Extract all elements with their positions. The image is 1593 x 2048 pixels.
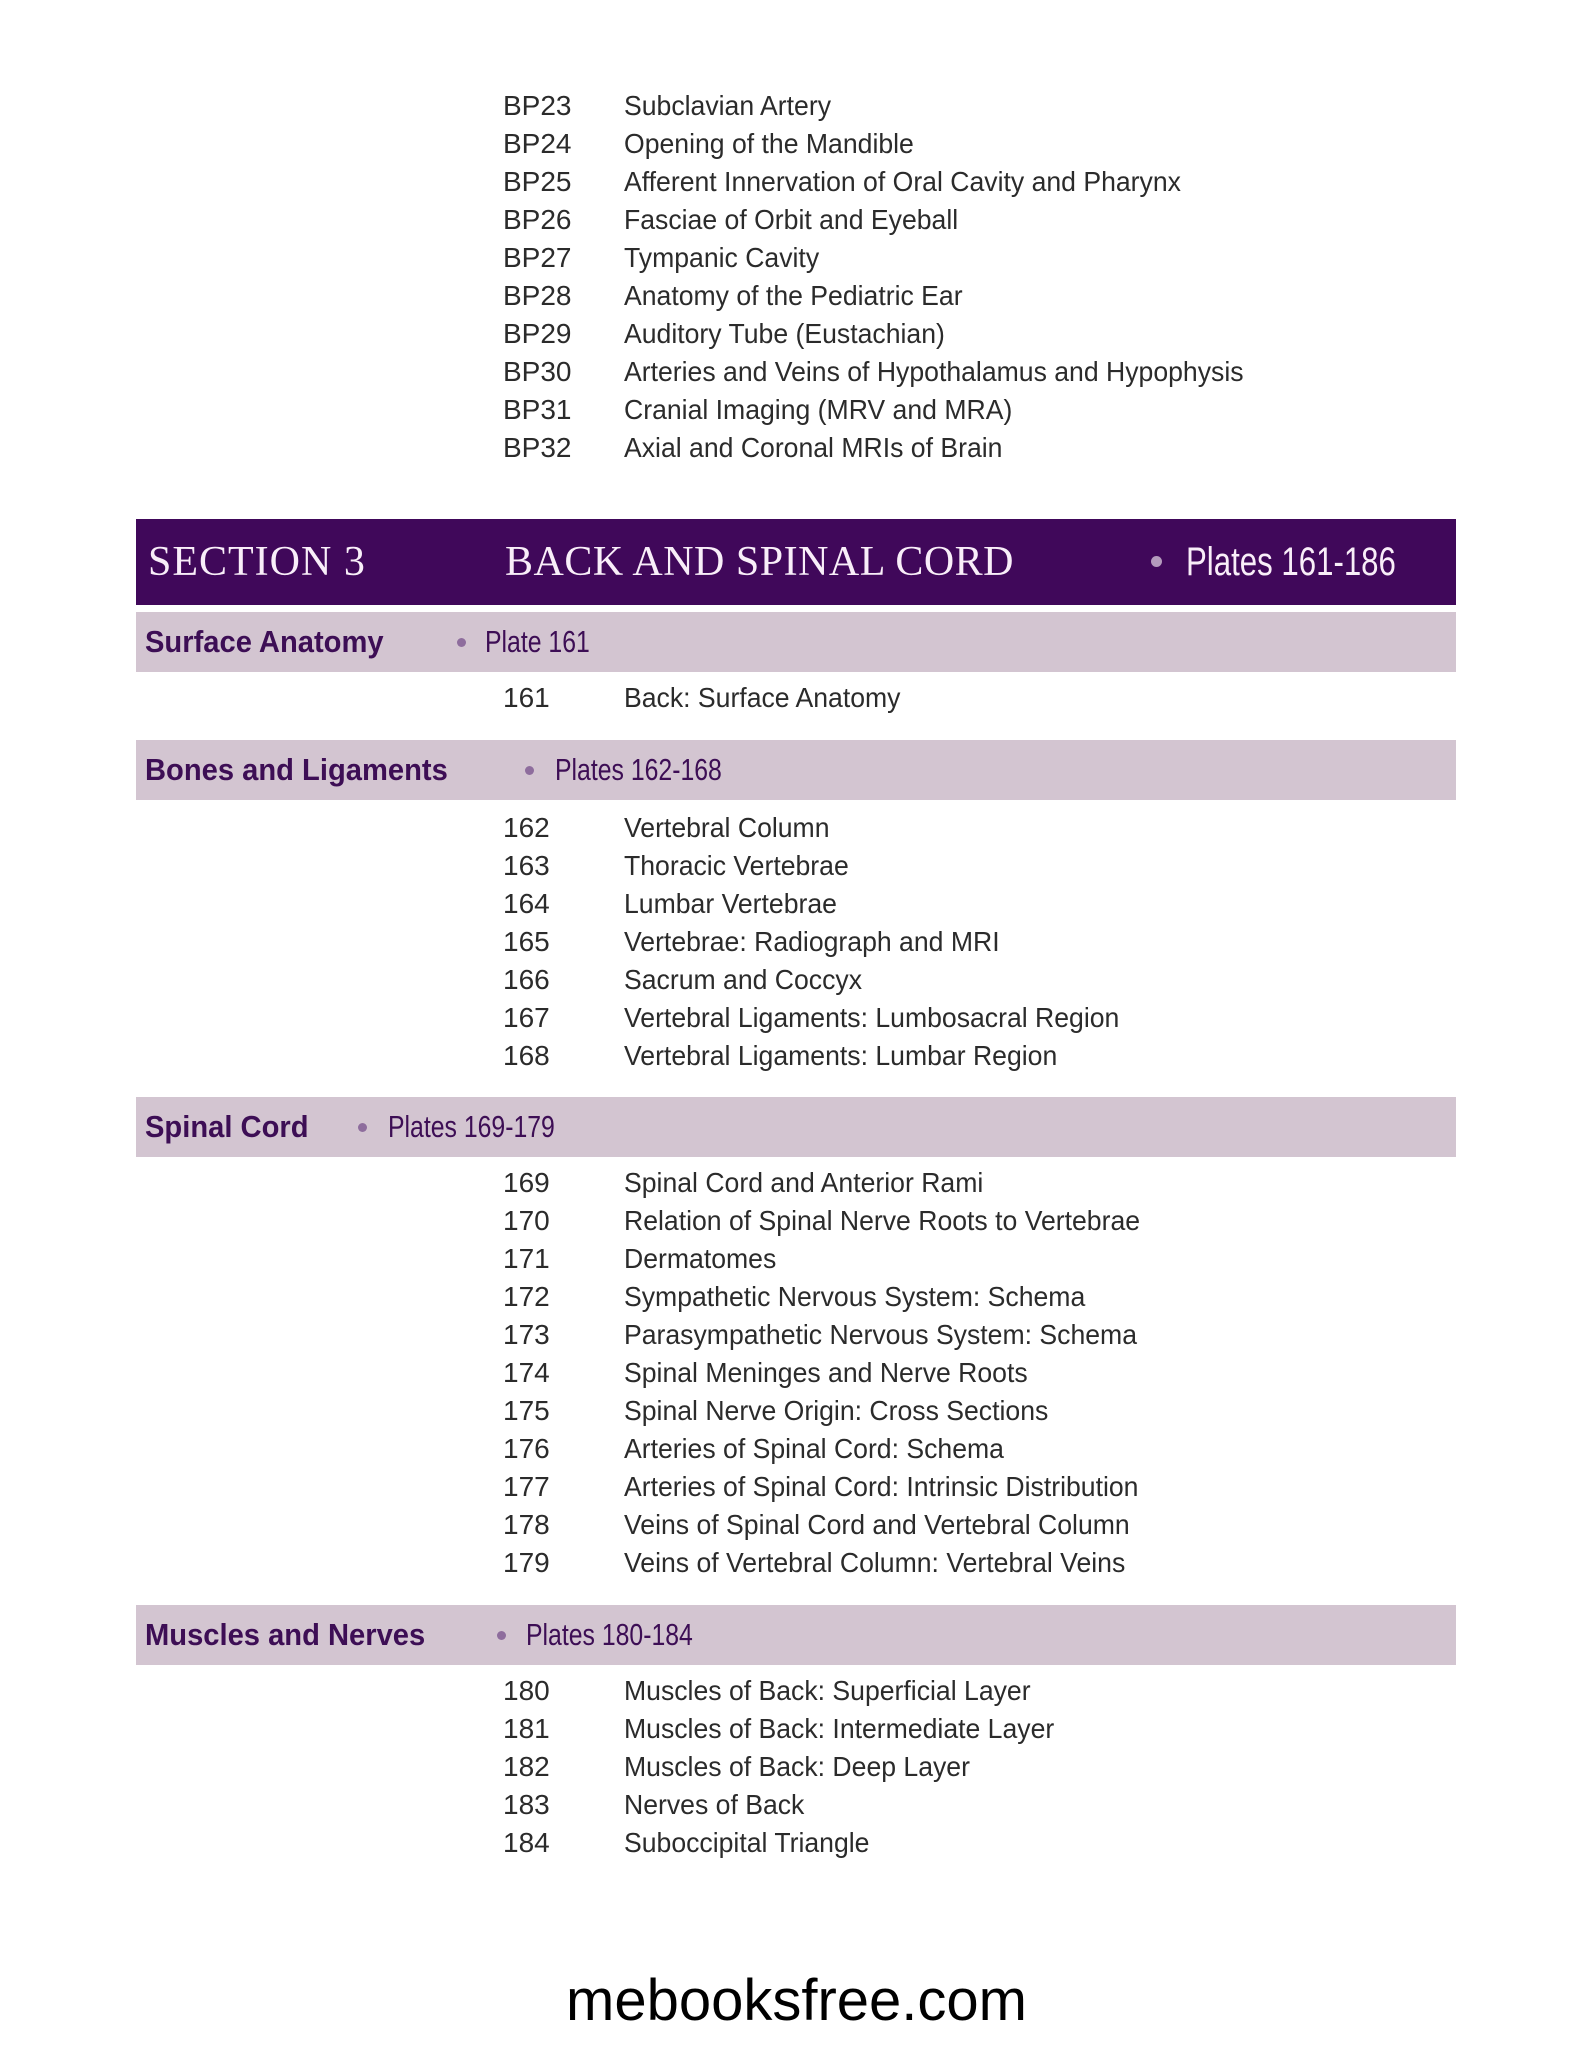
subsection-title: Spinal Cord	[145, 1109, 309, 1144]
plate-title: Veins of Vertebral Column: Vertebral Veins	[624, 1547, 1126, 1578]
toc-entry[interactable]	[0, 1316, 1593, 1354]
plate-number: 182	[503, 1751, 550, 1782]
subsection-title: Muscles and Nerves	[145, 1617, 426, 1652]
toc-entry[interactable]	[0, 923, 1593, 961]
plate-title: Muscles of Back: Intermediate Layer	[624, 1713, 1055, 1744]
toc-entry[interactable]	[0, 315, 1593, 353]
plate-title: Tympanic Cavity	[624, 242, 820, 273]
plate-number: 166	[503, 964, 550, 995]
plate-title: Auditory Tube (Eustachian)	[624, 318, 945, 349]
toc-entry[interactable]	[0, 1544, 1593, 1582]
toc-entry[interactable]	[0, 201, 1593, 239]
plate-number: 183	[503, 1789, 550, 1820]
plate-number: 173	[503, 1319, 550, 1350]
plate-title: Anatomy of the Pediatric Ear	[624, 280, 963, 311]
subsection-title: Bones and Ligaments	[145, 752, 448, 787]
subsection-plates-range: Plate 161	[485, 624, 590, 659]
toc-entry[interactable]	[0, 1824, 1593, 1862]
plate-title: Sacrum and Coccyx	[624, 964, 863, 995]
subsection-plates-range: Plates 180-184	[526, 1617, 693, 1652]
plate-title: Vertebral Ligaments: Lumbar Region	[624, 1040, 1058, 1071]
toc-entry[interactable]	[0, 163, 1593, 201]
plate-title: Lumbar Vertebrae	[624, 888, 837, 919]
bones-and-ligaments-entries	[0, 809, 1593, 1075]
plate-number: 168	[503, 1040, 550, 1071]
plate-number: 167	[503, 1002, 550, 1033]
plate-title: Afferent Innervation of Oral Cavity and Pharynx	[624, 166, 1181, 197]
plate-number: 170	[503, 1205, 550, 1236]
section-plates-range: Plates 161-186	[1186, 540, 1396, 584]
plate-title: Suboccipital Triangle	[624, 1827, 870, 1858]
plate-number: 171	[503, 1243, 550, 1274]
plate-number: 181	[503, 1713, 550, 1744]
plate-title: Spinal Nerve Origin: Cross Sections	[624, 1395, 1049, 1426]
plate-title: Dermatomes	[624, 1243, 777, 1274]
toc-entry[interactable]	[0, 1354, 1593, 1392]
plate-title: Arteries and Veins of Hypothalamus and Hypophysis	[624, 356, 1244, 387]
plate-number: 180	[503, 1675, 550, 1706]
toc-entry[interactable]	[0, 239, 1593, 277]
toc-entry[interactable]	[0, 1710, 1593, 1748]
plate-title: Spinal Meninges and Nerve Roots	[624, 1357, 1028, 1388]
plate-title: Fasciae of Orbit and Eyeball	[624, 204, 959, 235]
toc-entry[interactable]	[0, 1202, 1593, 1240]
plate-title: Opening of the Mandible	[624, 128, 914, 159]
toc-entry[interactable]	[0, 961, 1593, 999]
section-number: SECTION 3	[148, 539, 366, 585]
section-banner	[136, 519, 1456, 605]
plate-title: Arteries of Spinal Cord: Intrinsic Distribution	[624, 1471, 1139, 1502]
plate-title: Nerves of Back	[624, 1789, 805, 1820]
toc-entry[interactable]	[0, 391, 1593, 429]
plate-number: 164	[503, 888, 550, 919]
spinal-cord-entries	[0, 1164, 1593, 1582]
toc-entry[interactable]	[0, 885, 1593, 923]
plate-title: Veins of Spinal Cord and Vertebral Column	[624, 1509, 1130, 1540]
plate-title: Spinal Cord and Anterior Rami	[624, 1167, 984, 1198]
plate-number: 178	[503, 1509, 550, 1540]
plate-title: Sympathetic Nervous System: Schema	[624, 1281, 1086, 1312]
bullet-icon	[1151, 556, 1162, 567]
toc-entry[interactable]	[0, 847, 1593, 885]
plate-number: BP28	[503, 280, 572, 311]
toc-entry[interactable]	[0, 809, 1593, 847]
subsection-header-bones-and-ligaments	[136, 740, 1456, 800]
toc-entry[interactable]	[0, 1278, 1593, 1316]
plate-number: 176	[503, 1433, 550, 1464]
footer-watermark: mebooksfree.com	[566, 1968, 1027, 2033]
bullet-icon	[457, 638, 466, 647]
bullet-icon	[358, 1123, 367, 1132]
plate-number: BP27	[503, 242, 572, 273]
plate-title: Cranial Imaging (MRV and MRA)	[624, 394, 1013, 425]
bullet-icon	[497, 1631, 506, 1640]
plate-title: Vertebral Ligaments: Lumbosacral Region	[624, 1002, 1120, 1033]
subsection-header-surface-anatomy	[136, 612, 1456, 672]
plate-number: 177	[503, 1471, 550, 1502]
plate-number: 175	[503, 1395, 550, 1426]
toc-entry[interactable]	[0, 353, 1593, 391]
toc-entry[interactable]	[0, 87, 1593, 125]
toc-entry[interactable]	[0, 1786, 1593, 1824]
subsection-title: Surface Anatomy	[145, 624, 384, 659]
plate-number: BP24	[503, 128, 572, 159]
previous-entries-list	[0, 87, 1593, 467]
plate-number: 165	[503, 926, 550, 957]
plate-title: Vertebrae: Radiograph and MRI	[624, 926, 1000, 957]
plate-number: 184	[503, 1827, 550, 1858]
plate-number: BP23	[503, 90, 572, 121]
plate-number: BP29	[503, 318, 572, 349]
toc-entry[interactable]	[0, 1468, 1593, 1506]
plate-number: 169	[503, 1167, 550, 1198]
toc-entry[interactable]	[0, 1506, 1593, 1544]
plate-number: 172	[503, 1281, 550, 1312]
toc-entry[interactable]	[0, 1037, 1593, 1075]
subsection-header-spinal-cord	[136, 1097, 1456, 1157]
toc-entry[interactable]	[0, 277, 1593, 315]
surface-anatomy-entries	[0, 679, 1593, 717]
toc-entry[interactable]	[0, 1672, 1593, 1710]
plate-number: BP32	[503, 432, 572, 463]
plate-number: 162	[503, 812, 550, 843]
toc-entry[interactable]	[0, 429, 1593, 467]
subsection-plates-range: Plates 162-168	[555, 752, 722, 787]
plate-title: Relation of Spinal Nerve Roots to Vertebrae	[624, 1205, 1141, 1236]
toc-entry[interactable]	[0, 679, 1593, 717]
plate-number: 179	[503, 1547, 550, 1578]
plate-title: Subclavian Artery	[624, 90, 831, 121]
toc-entry[interactable]	[0, 1748, 1593, 1786]
plate-number: 161	[503, 682, 550, 713]
plate-number: 174	[503, 1357, 550, 1388]
section-title: BACK AND SPINAL CORD	[505, 539, 1015, 585]
plate-title: Vertebral Column	[624, 812, 830, 843]
toc-entry[interactable]	[0, 125, 1593, 163]
plate-number: 163	[503, 850, 550, 881]
muscles-and-nerves-entries	[0, 1672, 1593, 1862]
toc-entry[interactable]	[0, 999, 1593, 1037]
plate-number: BP30	[503, 356, 572, 387]
plate-title: Axial and Coronal MRIs of Brain	[624, 432, 1003, 463]
toc-entry[interactable]	[0, 1430, 1593, 1468]
plate-title: Parasympathetic Nervous System: Schema	[624, 1319, 1137, 1350]
toc-entry[interactable]	[0, 1164, 1593, 1202]
plate-title: Muscles of Back: Superficial Layer	[624, 1675, 1031, 1706]
plate-number: BP26	[503, 204, 572, 235]
subsection-header-muscles-and-nerves	[136, 1605, 1456, 1665]
plate-number: BP25	[503, 166, 572, 197]
plate-title: Muscles of Back: Deep Layer	[624, 1751, 970, 1782]
plate-title: Arteries of Spinal Cord: Schema	[624, 1433, 1004, 1464]
bullet-icon	[525, 766, 534, 775]
plate-number: BP31	[503, 394, 572, 425]
subsection-plates-range: Plates 169-179	[388, 1109, 555, 1144]
plate-title: Thoracic Vertebrae	[624, 850, 849, 881]
toc-entry[interactable]	[0, 1392, 1593, 1430]
toc-entry[interactable]	[0, 1240, 1593, 1278]
plate-title: Back: Surface Anatomy	[624, 682, 901, 713]
